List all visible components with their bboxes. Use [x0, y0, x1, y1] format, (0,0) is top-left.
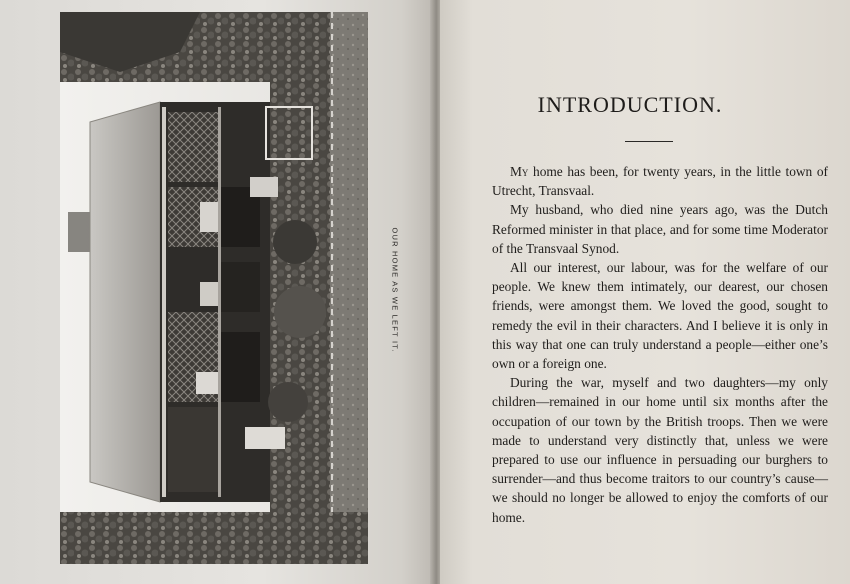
paragraph-text: All our interest, our labour, was for the welfare of our people. We knew them intimately, our dearest, our chosen friends, were amongst them. We loved the good, sought to remedy the evil in their characters. And I believe it is only in this way that one can truly understand a people—either one’s own or a foreign one.: [492, 260, 828, 372]
right-page: [440, 0, 850, 584]
paragraph: [492, 200, 828, 258]
photo-caption-text: OUR HOME AS WE LEFT IT.: [390, 227, 400, 353]
paragraph-lead: My: [510, 164, 529, 179]
paragraph: [492, 258, 828, 373]
chapter-title: INTRODUCTION.: [537, 92, 723, 117]
paragraph-text: home has been, for twenty years, in the little town of Utrecht, Transvaal.: [492, 164, 828, 199]
photo-caption: [389, 200, 401, 380]
paragraph-text: My husband, who died nine years ago, was the Dutch Reformed minister in that place, and for some time Moderator of the Transvaal Synod.: [492, 202, 828, 256]
paragraph: [492, 373, 828, 527]
introduction-text: [492, 162, 828, 527]
paragraph-text: During the war, myself and two daughters—my only children—remained in our home until six months after the occupation of our town by the British troops. Then we were made to understand very distinctly that, unless we were prepared to use our influence in persuading our burghers to surrender—and thus become traitors to our country’s cause—we should no longer be allowed to enjoy the comforts of our home.: [492, 375, 828, 525]
house-photograph: [60, 12, 368, 564]
title-rule: [625, 141, 673, 142]
paragraph: [492, 162, 828, 200]
